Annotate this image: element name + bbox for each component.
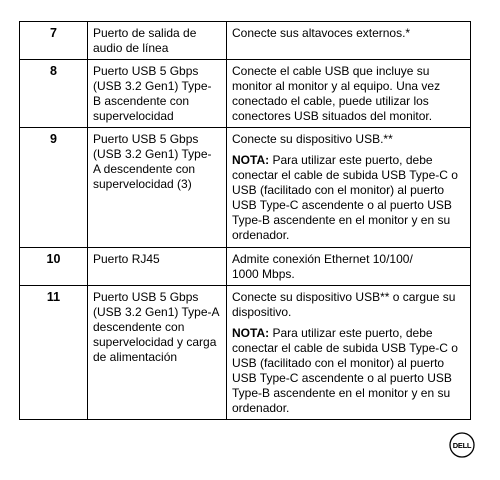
note-text: Para utilizar este puerto, debe conectar el cable de subida USB Type-C o USB (facilitado con el monitor) al puerto USB Type-C ascendente o al puerto USB Type-B ascendente en el monitor y en su ordenador. xyxy=(232,326,458,415)
port-name-text: Puerto de salida de audio de línea xyxy=(93,26,197,55)
dell-logo-text: DELL xyxy=(452,440,472,450)
port-name xyxy=(88,22,227,60)
note xyxy=(232,326,465,416)
port-name xyxy=(88,128,227,248)
port-description xyxy=(227,60,471,128)
table-row xyxy=(20,248,471,286)
dell-logo xyxy=(449,432,475,458)
row-number: 11 xyxy=(20,286,88,420)
table-row xyxy=(20,286,471,420)
row-number: 10 xyxy=(20,248,88,286)
note-label: NOTA: xyxy=(232,326,270,340)
note xyxy=(232,153,465,243)
description-text: Admite conexión Ethernet 10/100/ 1000 Mbps. xyxy=(232,252,413,281)
port-description xyxy=(227,22,471,60)
port-name-text: Puerto RJ45 xyxy=(93,252,160,266)
port-name-text: Puerto USB 5 Gbps (USB 3.2 Gen1) Type-B ascendente con supervelocidad xyxy=(93,64,212,123)
port-description xyxy=(227,128,471,248)
port-name xyxy=(88,248,227,286)
ports-table xyxy=(19,21,471,420)
row-number: 8 xyxy=(20,60,88,128)
description-text: Conecte sus altavoces externos.* xyxy=(232,26,411,40)
table-row xyxy=(20,60,471,128)
port-name xyxy=(88,60,227,128)
port-name xyxy=(88,286,227,420)
description-text: Conecte su dispositivo USB.** xyxy=(232,132,393,146)
note-text: Para utilizar este puerto, debe conectar el cable de subida USB Type-C o USB (facilitado con el monitor) al puerto USB Type-C ascendente o al puerto USB Type-B ascendente en el monitor y en su ordenador. xyxy=(232,153,458,242)
dell-logo-icon xyxy=(449,432,475,458)
port-description xyxy=(227,286,471,420)
row-number: 9 xyxy=(20,128,88,248)
note-label: NOTA: xyxy=(232,153,270,167)
port-name-text: Puerto USB 5 Gbps (USB 3.2 Gen1) Type-A descendente con supervelocidad y carga de alimentación xyxy=(93,290,219,364)
table-row xyxy=(20,22,471,60)
port-name-text: Puerto USB 5 Gbps (USB 3.2 Gen1) Type-A descendente con supervelocidad (3) xyxy=(93,132,212,191)
description-text: Conecte el cable USB que incluye su monitor al monitor y al equipo. Una vez conectado el cable, puede utilizar los conectores USB situados del monitor. xyxy=(232,64,441,123)
row-number: 7 xyxy=(20,22,88,60)
port-description xyxy=(227,248,471,286)
table-row xyxy=(20,128,471,248)
description-text: Conecte su dispositivo USB** o cargue su dispositivo. xyxy=(232,290,456,319)
